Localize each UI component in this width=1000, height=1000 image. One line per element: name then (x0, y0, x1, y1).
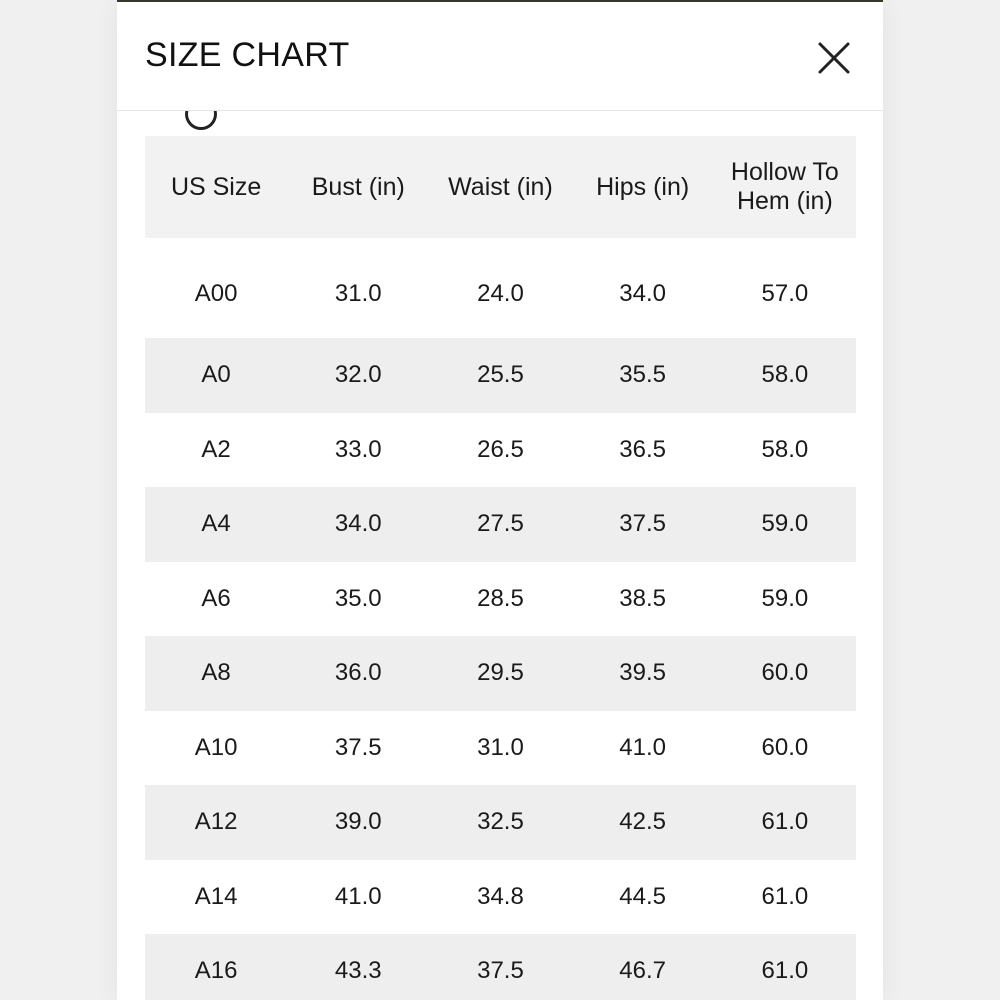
table-row (145, 238, 856, 338)
table-cell: 42.5 (572, 785, 714, 860)
table-cell: A16 (145, 934, 287, 1000)
table-row (145, 487, 856, 562)
table-cell: 33.0 (334, 435, 382, 463)
table-cell: 57.0 (761, 280, 809, 307)
modal-header (117, 2, 883, 111)
table-cell: 39.0 (287, 785, 429, 860)
table-cell: 41.0 (619, 733, 667, 761)
table-cell: 61.0 (714, 785, 856, 860)
table-cell: 34.8 (477, 882, 524, 910)
table-cell: A10 (194, 733, 238, 761)
table-cell: 34.0 (619, 280, 667, 307)
close-button[interactable] (814, 38, 854, 78)
table-cell: 27.5 (429, 487, 571, 562)
table-cell: A14 (194, 882, 238, 910)
table-row (145, 934, 856, 1000)
table-cell: 36.5 (619, 435, 667, 463)
table-row (145, 636, 856, 711)
table-cell: A00 (194, 280, 238, 307)
close-icon (814, 38, 854, 78)
table-cell: 37.5 (334, 733, 382, 761)
table-cell: A2 (201, 435, 231, 463)
table-cell: 44.5 (619, 882, 667, 910)
table-cell: 37.5 (429, 934, 571, 1000)
table-row (145, 413, 856, 488)
table-row (145, 860, 856, 935)
table-cell: 24.0 (477, 280, 524, 307)
table-cell: 32.5 (429, 785, 571, 860)
table-cell: 28.5 (477, 584, 524, 612)
table-cell: 39.5 (572, 636, 714, 711)
table-cell: 38.5 (619, 584, 667, 612)
column-header: US Size (145, 136, 287, 238)
size-chart-modal (117, 2, 883, 1000)
table-cell: 26.5 (477, 435, 524, 463)
table-cell: 41.0 (334, 882, 382, 910)
column-header: Hollow To Hem (in) (714, 136, 856, 238)
table-cell: A4 (145, 487, 287, 562)
table-row (145, 562, 856, 637)
table-cell: A8 (145, 636, 287, 711)
table-cell: 34.0 (287, 487, 429, 562)
table-cell: 29.5 (429, 636, 571, 711)
table-cell: 32.0 (287, 338, 429, 413)
table-row (145, 785, 856, 860)
table-row (145, 338, 856, 413)
table-cell: A12 (145, 785, 287, 860)
table-cell: 61.0 (761, 882, 809, 910)
column-header: Waist (in) (429, 136, 571, 238)
column-header: Hips (in) (572, 136, 714, 238)
table-header-row (145, 136, 856, 238)
table-cell: 58.0 (761, 435, 809, 463)
table-cell: 59.0 (761, 584, 809, 612)
table-cell: 59.0 (714, 487, 856, 562)
table-cell: 25.5 (429, 338, 571, 413)
table-cell: 58.0 (714, 338, 856, 413)
table-cell: 60.0 (714, 636, 856, 711)
size-chart-table (145, 136, 856, 1000)
table-cell: 61.0 (714, 934, 856, 1000)
table-cell: 35.0 (334, 584, 382, 612)
table-cell: 43.3 (287, 934, 429, 1000)
table-cell: 37.5 (572, 487, 714, 562)
modal-title: SIZE CHART (145, 36, 350, 74)
table-cell: 46.7 (572, 934, 714, 1000)
table-cell: 31.0 (477, 733, 524, 761)
table-cell: 31.0 (334, 280, 382, 307)
table-cell: A0 (145, 338, 287, 413)
table-cell: A6 (201, 584, 231, 612)
table-row (145, 711, 856, 786)
table-cell: 36.0 (287, 636, 429, 711)
table-cell: 35.5 (572, 338, 714, 413)
column-header: Bust (in) (287, 136, 429, 238)
table-cell: 60.0 (761, 733, 809, 761)
